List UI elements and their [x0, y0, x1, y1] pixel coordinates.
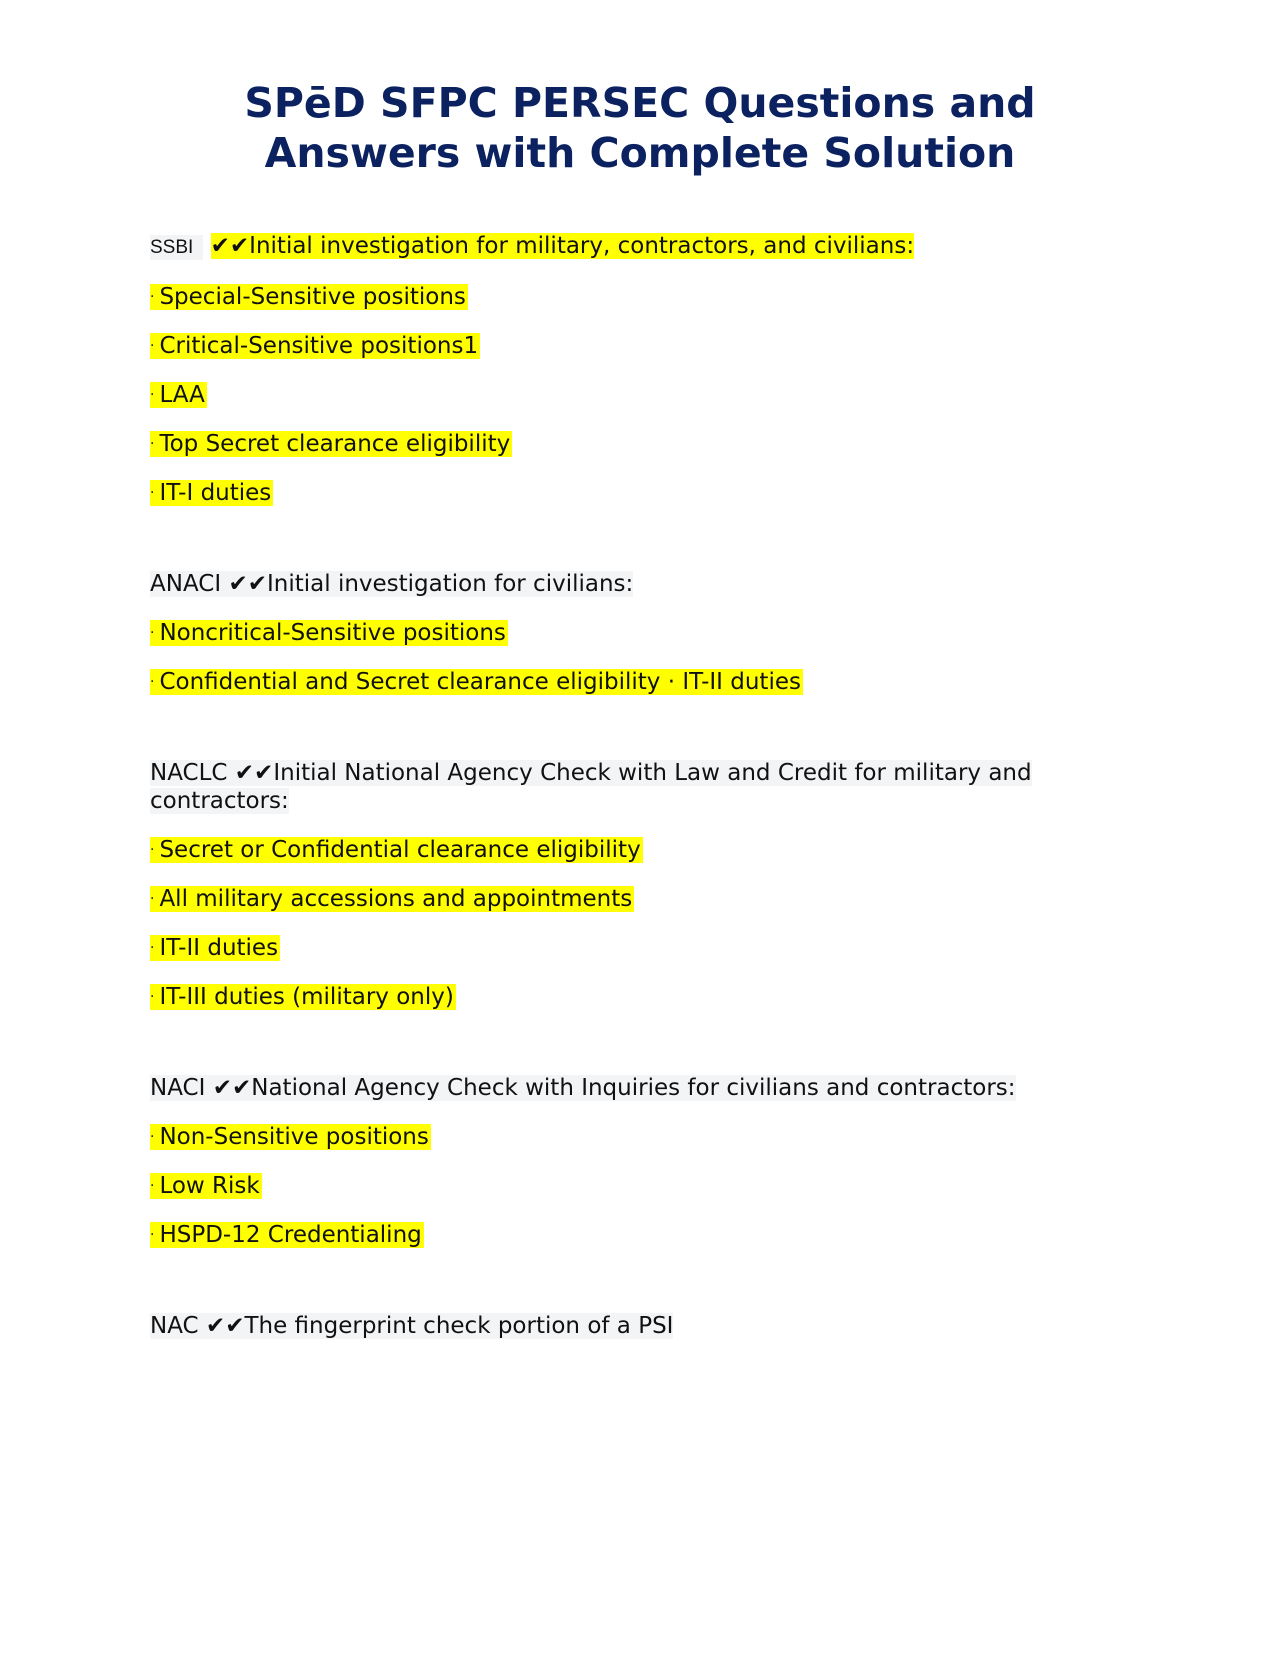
- list-item: [150, 934, 1130, 962]
- list-item: [150, 1123, 1130, 1151]
- list-item: [150, 836, 1130, 864]
- list-item-text: Low Risk: [159, 1173, 260, 1199]
- list-item: [150, 885, 1130, 913]
- bullet-icon: ·: [150, 842, 155, 858]
- list-item-text: IT-I duties: [159, 480, 272, 506]
- list-item: [150, 479, 1130, 507]
- checkmark-icon: ✔✔: [228, 571, 267, 597]
- term-definition: Initial investigation for civilians:: [266, 571, 634, 597]
- term-definition: The fingerprint check portion of a PSI: [244, 1313, 674, 1339]
- list-item: [150, 983, 1130, 1011]
- bullet-icon: ·: [150, 289, 155, 305]
- list-item-text: Confidential and Secret clearance eligibility · IT-II duties: [159, 669, 801, 695]
- bullet-icon: ·: [150, 436, 155, 452]
- term-line: [150, 1312, 1130, 1340]
- list-item-text: Noncritical-Sensitive positions: [159, 620, 506, 646]
- list-item-text: Non-Sensitive positions: [159, 1124, 429, 1150]
- bullet-icon: ·: [150, 387, 155, 403]
- list-item: [150, 283, 1130, 311]
- list-item: [150, 1172, 1130, 1200]
- document-title: [0, 78, 1280, 178]
- term-definition-line-2: contractors:: [150, 788, 289, 814]
- bullet-icon: ·: [150, 989, 155, 1005]
- term-label: ANACI: [150, 571, 222, 597]
- section-naci: [150, 1074, 1130, 1249]
- bullet-icon: ·: [150, 1227, 155, 1243]
- section-nac: [150, 1312, 1130, 1340]
- list-item-text: HSPD-12 Credentialing: [159, 1222, 422, 1248]
- term-label: SSBI: [150, 235, 203, 260]
- list-item: [150, 619, 1130, 647]
- section-ssbi: [150, 232, 1130, 507]
- list-item-text: LAA: [159, 382, 205, 408]
- bullet-icon: ·: [150, 940, 155, 956]
- list-item: [150, 381, 1130, 409]
- list-item-text: All military accessions and appointments: [159, 886, 633, 912]
- checkmark-icon: ✔✔: [205, 1313, 245, 1339]
- section-naclc: [150, 759, 1130, 1011]
- term-label: NACI: [150, 1075, 206, 1101]
- list-item-text: Secret or Confidential clearance eligibility: [159, 837, 641, 863]
- term-line: [150, 759, 1130, 815]
- bullet-icon: ·: [150, 1178, 155, 1194]
- list-item: [150, 668, 1130, 696]
- term-label: NAC: [150, 1313, 199, 1339]
- term-line: [150, 232, 1130, 262]
- title-line-1: SPēD SFPC PERSEC Questions and: [244, 79, 1036, 127]
- term-definition: Initial investigation for military, contractors, and civilians:: [249, 233, 915, 259]
- list-item: [150, 332, 1130, 360]
- term-label: NACLC: [150, 760, 228, 786]
- term-line: [150, 570, 1130, 598]
- list-item-text: IT-III duties (military only): [159, 984, 454, 1010]
- checkmark-icon: ✔✔: [212, 1075, 252, 1101]
- document-body: [150, 232, 1130, 1340]
- bullet-icon: ·: [150, 674, 155, 690]
- list-item-text: IT-II duties: [159, 935, 279, 961]
- term-definition-line-1: Initial National Agency Check with Law and Credit for military and: [273, 760, 1032, 786]
- list-item: [150, 430, 1130, 458]
- checkmark-icon: ✔✔: [234, 760, 274, 786]
- bullet-icon: ·: [150, 1129, 155, 1145]
- bullet-icon: ·: [150, 338, 155, 354]
- title-line-2: Answers with Complete Solution: [264, 129, 1016, 177]
- list-item: [150, 1221, 1130, 1249]
- list-item-text: Critical-Sensitive positions1: [159, 333, 479, 359]
- term-line: [150, 1074, 1130, 1102]
- checkmark-icon: ✔✔: [210, 233, 250, 259]
- list-item-text: Special-Sensitive positions: [159, 284, 466, 310]
- bullet-icon: ·: [150, 891, 155, 907]
- list-item-text: Top Secret clearance eligibility: [159, 431, 511, 457]
- section-anaci: [150, 570, 1130, 696]
- bullet-icon: ·: [150, 625, 155, 641]
- bullet-icon: ·: [150, 485, 155, 501]
- term-definition: National Agency Check with Inquiries for civilians and contractors:: [251, 1075, 1016, 1101]
